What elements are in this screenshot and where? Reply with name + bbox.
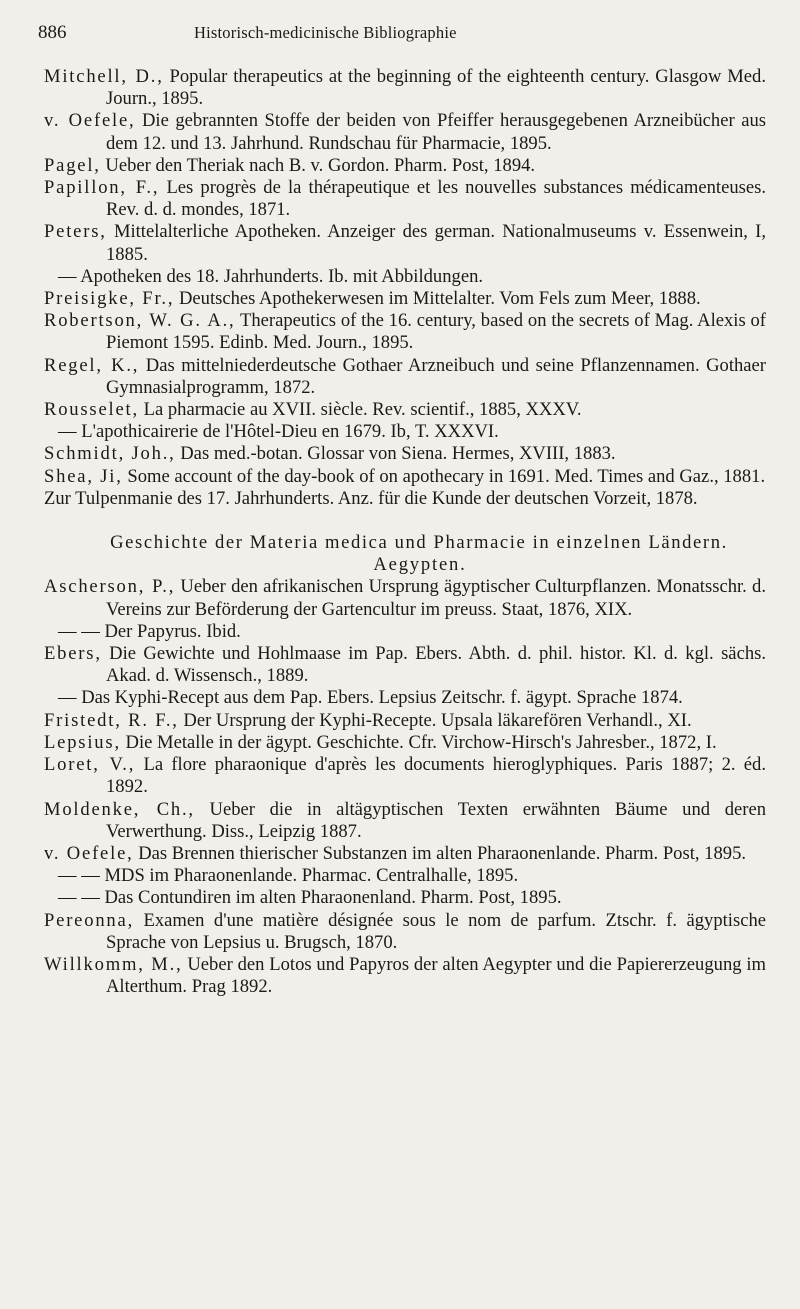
entry-text: — — MDS im Pharaonenlande. Pharmac. Centralhalle, 1895. <box>58 865 519 887</box>
entry-text: — L'apothicairerie de l'Hôtel-Dieu en 1679. Ib, T. XXXVI. <box>58 421 499 443</box>
entry-author: Fristedt, R. F., <box>44 709 179 731</box>
bibliography-entry <box>44 954 766 998</box>
entry-author: Preisigke, Fr., <box>44 288 175 310</box>
bibliography-entry <box>44 266 766 288</box>
entry-text: — Das Kyphi-Recept aus dem Pap. Ebers. Lepsius Zeitschr. f. ägypt. Sprache 1874. <box>58 687 683 709</box>
entry-text: La pharmacie au XVII. siècle. Rev. scientif., 1885, XXXV. <box>138 399 582 421</box>
page-header <box>38 22 766 66</box>
bibliography-entry <box>44 177 766 221</box>
entry-author: Papillon, F., <box>44 177 160 199</box>
entry-text: Some account of the day-book of on apothecary in 1691. Med. Times and Gaz., 1881. <box>122 465 766 487</box>
running-title: Historisch-medicinische Bibliographie <box>194 23 457 42</box>
bibliography-entry <box>44 66 766 110</box>
entry-author: Pagel, <box>44 154 101 176</box>
section-title: Geschichte der Materia medica und Pharmacie in einzelnen Ländern. <box>110 532 728 554</box>
entry-text: Therapeutics of the 16. century, based on the secrets of Mag. Alexis of Piemont 1595. Edinb. Med. Journ., 1895. <box>106 310 766 354</box>
entry-text: Das Brennen thierischer Substanzen im alten Pharaonenlande. Pharm. Post, 1895. <box>133 842 747 864</box>
bibliography-entry <box>44 865 766 887</box>
bibliography-entry <box>44 421 766 443</box>
subsection-title: Aegypten. <box>373 554 467 576</box>
bibliography-entry <box>44 466 766 488</box>
entry-author: Rousselet, <box>44 399 139 421</box>
entry-author: Pereonna, <box>44 909 135 931</box>
entry-author: Robertson, W. G. A., <box>44 310 236 332</box>
bibliography-entry <box>44 488 766 510</box>
bibliography-entry <box>44 110 766 154</box>
entry-text: Ueber den afrikanischen Ursprung ägyptischer Culturpflanzen. Monatsschr. d. Vereins zur Beförderung der Gartencultur im preuss. Staat, 1876, XIX. <box>106 576 766 620</box>
bibliography-list-general <box>44 66 766 510</box>
bibliography-entry <box>44 710 766 732</box>
bibliography-entry <box>44 355 766 399</box>
entry-text: — — Der Papyrus. Ibid. <box>58 620 241 642</box>
entry-text: Die gebrannten Stoffe der beiden von Pfeiffer herausgegebenen Arzneibücher aus dem 12. und 13. Jahrhund. Rundschau für Pharmacie, 1895. <box>106 110 766 154</box>
entry-text: Das mittelniederdeutsche Gothaer Arzneibuch und seine Pflanzennamen. Gothaer Gymnasialprogramm, 1872. <box>106 354 766 398</box>
bibliography-entry <box>44 621 766 643</box>
entry-author: v. Oefele, <box>44 110 136 132</box>
entry-text: Deutsches Apothekerwesen im Mittelalter. Vom Fels zum Meer, 1888. <box>174 288 701 310</box>
entry-text: Der Ursprung der Kyphi-Recepte. Upsala läkarefören Verhandl., XI. <box>178 709 692 731</box>
entry-text: La flore pharaonique d'après les documents hieroglyphiques. Paris 1887; 2. éd. 1892. <box>106 754 766 798</box>
entry-author: Regel, K., <box>44 354 140 376</box>
entry-text: Das med.-botan. Glossar von Siena. Hermes, XVIII, 1883. <box>175 443 616 465</box>
entry-author: Schmidt, Joh., <box>44 443 176 465</box>
entry-text: Ueber den Theriak nach B. v. Gordon. Pharm. Post, 1894. <box>100 154 536 176</box>
bibliography-entry <box>44 310 766 354</box>
bibliography-entry <box>44 887 766 909</box>
entry-author: Mitchell, D., <box>44 66 164 87</box>
entry-author: Lepsius, <box>44 731 121 753</box>
bibliography-entry <box>44 443 766 465</box>
entry-text: Die Metalle in der ägypt. Geschichte. Cfr. Virchow-Hirsch's Jahresber., 1872, I. <box>120 731 717 753</box>
bibliography-entry <box>44 732 766 754</box>
bibliography-entry <box>44 754 766 798</box>
bibliography-list-egypt <box>44 576 766 998</box>
entry-text: Examen d'une matière désignée sous le nom de parfum. Ztschr. f. ägyptische Sprache von Lepsius u. Brugsch, 1870. <box>106 909 766 953</box>
bibliography-entry <box>44 288 766 310</box>
bibliography-entry <box>44 155 766 177</box>
entry-author: Ascherson, P., <box>44 576 176 598</box>
entry-text: Popular therapeutics at the beginning of the eighteenth century. Glasgow Med. Journ., 1895. <box>106 66 766 110</box>
entry-text: Zur Tulpenmanie des 17. Jahrhunderts. Anz. für die Kunde der deutschen Vorzeit, 1878. <box>44 487 698 509</box>
bibliography-entry <box>44 643 766 687</box>
entry-author: Shea, Ji, <box>44 465 123 487</box>
entry-text: Les progrès de la thérapeutique et les nouvelles substances médicamenteuses. Rev. d. d. mondes, 1871. <box>106 177 767 221</box>
entry-text: — — Das Contundiren im alten Pharaonenland. Pharm. Post, 1895. <box>58 887 562 909</box>
entry-text: Mittelalterliche Apotheken. Anzeiger des german. Nationalmuseums v. Essenwein, I, 1885. <box>106 221 766 265</box>
entry-author: v. Oefele, <box>44 842 134 864</box>
entry-author: Loret, V., <box>44 754 136 776</box>
entry-author: Moldenke, Ch., <box>44 798 195 820</box>
entry-text: Ueber die in altägyptischen Texten erwähnten Bäume und deren Verwerthung. Diss., Leipzig 1887. <box>106 798 766 842</box>
page-number: 886 <box>38 22 67 43</box>
bibliography-entry <box>44 910 766 954</box>
bibliography-entry <box>44 221 766 265</box>
bibliography-entry <box>44 687 766 709</box>
bibliography-entry <box>44 799 766 843</box>
entry-text: Ueber den Lotos und Papyros der alten Aegypter und die Papiererzeugung im Alterthum. Prag 1892. <box>106 953 766 998</box>
entry-text: Die Gewichte und Hohlmaase im Pap. Ebers. Abth. d. phil. histor. Kl. d. kgl. sächs. Akad. d. Wissensch., 1889. <box>101 643 766 687</box>
bibliography-entry <box>44 843 766 865</box>
bibliography-entry <box>44 576 766 620</box>
entry-author: Willkomm, M., <box>44 953 183 975</box>
entry-text: — Apotheken des 18. Jahrhunderts. Ib. mit Abbildungen. <box>58 265 484 287</box>
entry-author: Ebers, <box>44 643 102 665</box>
entry-author: Peters, <box>44 221 107 243</box>
bibliography-entry <box>44 399 766 421</box>
